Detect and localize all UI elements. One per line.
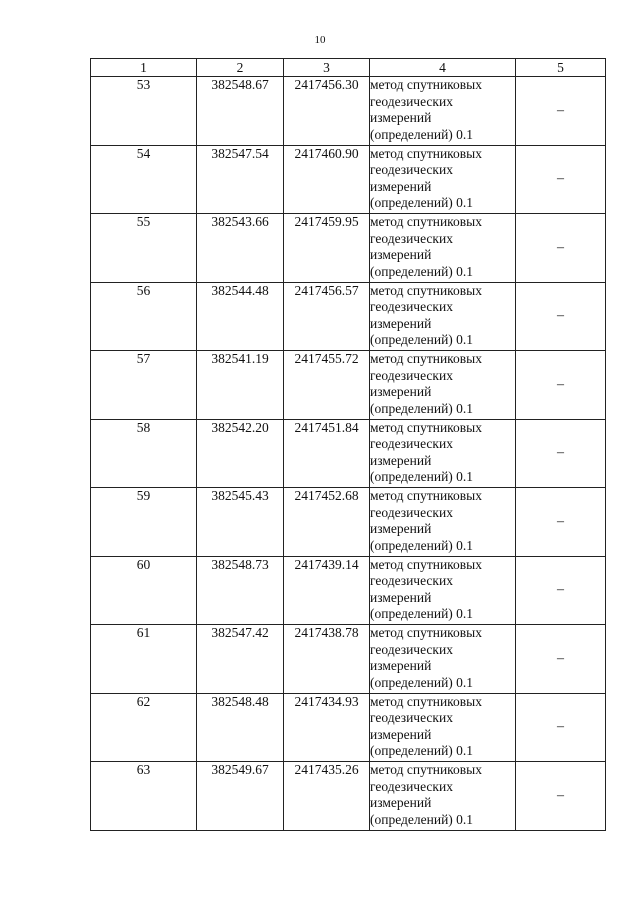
table-row <box>91 488 606 557</box>
x-coordinate-cell: 382545.43 <box>197 488 284 557</box>
method-cell: метод спутниковых геодезических измерений (определений) 0.1 <box>370 488 516 557</box>
x-coordinate-cell: 382547.42 <box>197 625 284 694</box>
accuracy-cell: – <box>516 762 606 831</box>
y-coordinate-cell: 2417438.78 <box>284 625 370 694</box>
accuracy-cell: – <box>516 351 606 420</box>
table-row <box>91 693 606 762</box>
x-coordinate-cell: 382548.67 <box>197 77 284 146</box>
table-row <box>91 214 606 283</box>
method-cell: метод спутниковых геодезических измерений (определений) 0.1 <box>370 693 516 762</box>
x-coordinate-cell: 382548.48 <box>197 693 284 762</box>
y-coordinate-cell: 2417434.93 <box>284 693 370 762</box>
point-number-cell: 62 <box>91 693 197 762</box>
column-header-1: 1 <box>91 59 197 77</box>
point-number-cell: 63 <box>91 762 197 831</box>
x-coordinate-cell: 382549.67 <box>197 762 284 831</box>
y-coordinate-cell: 2417451.84 <box>284 419 370 488</box>
method-cell: метод спутниковых геодезических измерений (определений) 0.1 <box>370 351 516 420</box>
point-number-cell: 56 <box>91 282 197 351</box>
table-row <box>91 625 606 694</box>
method-cell: метод спутниковых геодезических измерений (определений) 0.1 <box>370 214 516 283</box>
x-coordinate-cell: 382548.73 <box>197 556 284 625</box>
y-coordinate-cell: 2417456.30 <box>284 77 370 146</box>
y-coordinate-cell: 2417439.14 <box>284 556 370 625</box>
table-row <box>91 145 606 214</box>
x-coordinate-cell: 382542.20 <box>197 419 284 488</box>
table-row <box>91 419 606 488</box>
accuracy-cell: – <box>516 488 606 557</box>
accuracy-cell: – <box>516 77 606 146</box>
x-coordinate-cell: 382544.48 <box>197 282 284 351</box>
y-coordinate-cell: 2417456.57 <box>284 282 370 351</box>
column-header-3: 3 <box>284 59 370 77</box>
accuracy-cell: – <box>516 693 606 762</box>
point-number-cell: 61 <box>91 625 197 694</box>
accuracy-cell: – <box>516 419 606 488</box>
x-coordinate-cell: 382547.54 <box>197 145 284 214</box>
point-number-cell: 59 <box>91 488 197 557</box>
y-coordinate-cell: 2417452.68 <box>284 488 370 557</box>
table-row <box>91 351 606 420</box>
point-number-cell: 58 <box>91 419 197 488</box>
accuracy-cell: – <box>516 282 606 351</box>
x-coordinate-cell: 382541.19 <box>197 351 284 420</box>
point-number-cell: 60 <box>91 556 197 625</box>
column-header-2: 2 <box>197 59 284 77</box>
table-row <box>91 77 606 146</box>
point-number-cell: 53 <box>91 77 197 146</box>
table-row <box>91 556 606 625</box>
y-coordinate-cell: 2417460.90 <box>284 145 370 214</box>
point-number-cell: 57 <box>91 351 197 420</box>
x-coordinate-cell: 382543.66 <box>197 214 284 283</box>
method-cell: метод спутниковых геодезических измерений (определений) 0.1 <box>370 556 516 625</box>
y-coordinate-cell: 2417435.26 <box>284 762 370 831</box>
y-coordinate-cell: 2417459.95 <box>284 214 370 283</box>
point-number-cell: 54 <box>91 145 197 214</box>
method-cell: метод спутниковых геодезических измерений (определений) 0.1 <box>370 762 516 831</box>
column-header-4: 4 <box>370 59 516 77</box>
table-header-row <box>91 59 606 77</box>
method-cell: метод спутниковых геодезических измерений (определений) 0.1 <box>370 419 516 488</box>
column-header-5: 5 <box>516 59 606 77</box>
accuracy-cell: – <box>516 625 606 694</box>
accuracy-cell: – <box>516 145 606 214</box>
accuracy-cell: – <box>516 556 606 625</box>
accuracy-cell: – <box>516 214 606 283</box>
table-row <box>91 762 606 831</box>
table-row <box>91 282 606 351</box>
point-number-cell: 55 <box>91 214 197 283</box>
method-cell: метод спутниковых геодезических измерений (определений) 0.1 <box>370 282 516 351</box>
y-coordinate-cell: 2417455.72 <box>284 351 370 420</box>
page-number: 10 <box>314 34 326 46</box>
method-cell: метод спутниковых геодезических измерений (определений) 0.1 <box>370 77 516 146</box>
method-cell: метод спутниковых геодезических измерений (определений) 0.1 <box>370 145 516 214</box>
method-cell: метод спутниковых геодезических измерений (определений) 0.1 <box>370 625 516 694</box>
coordinates-table <box>90 58 606 831</box>
